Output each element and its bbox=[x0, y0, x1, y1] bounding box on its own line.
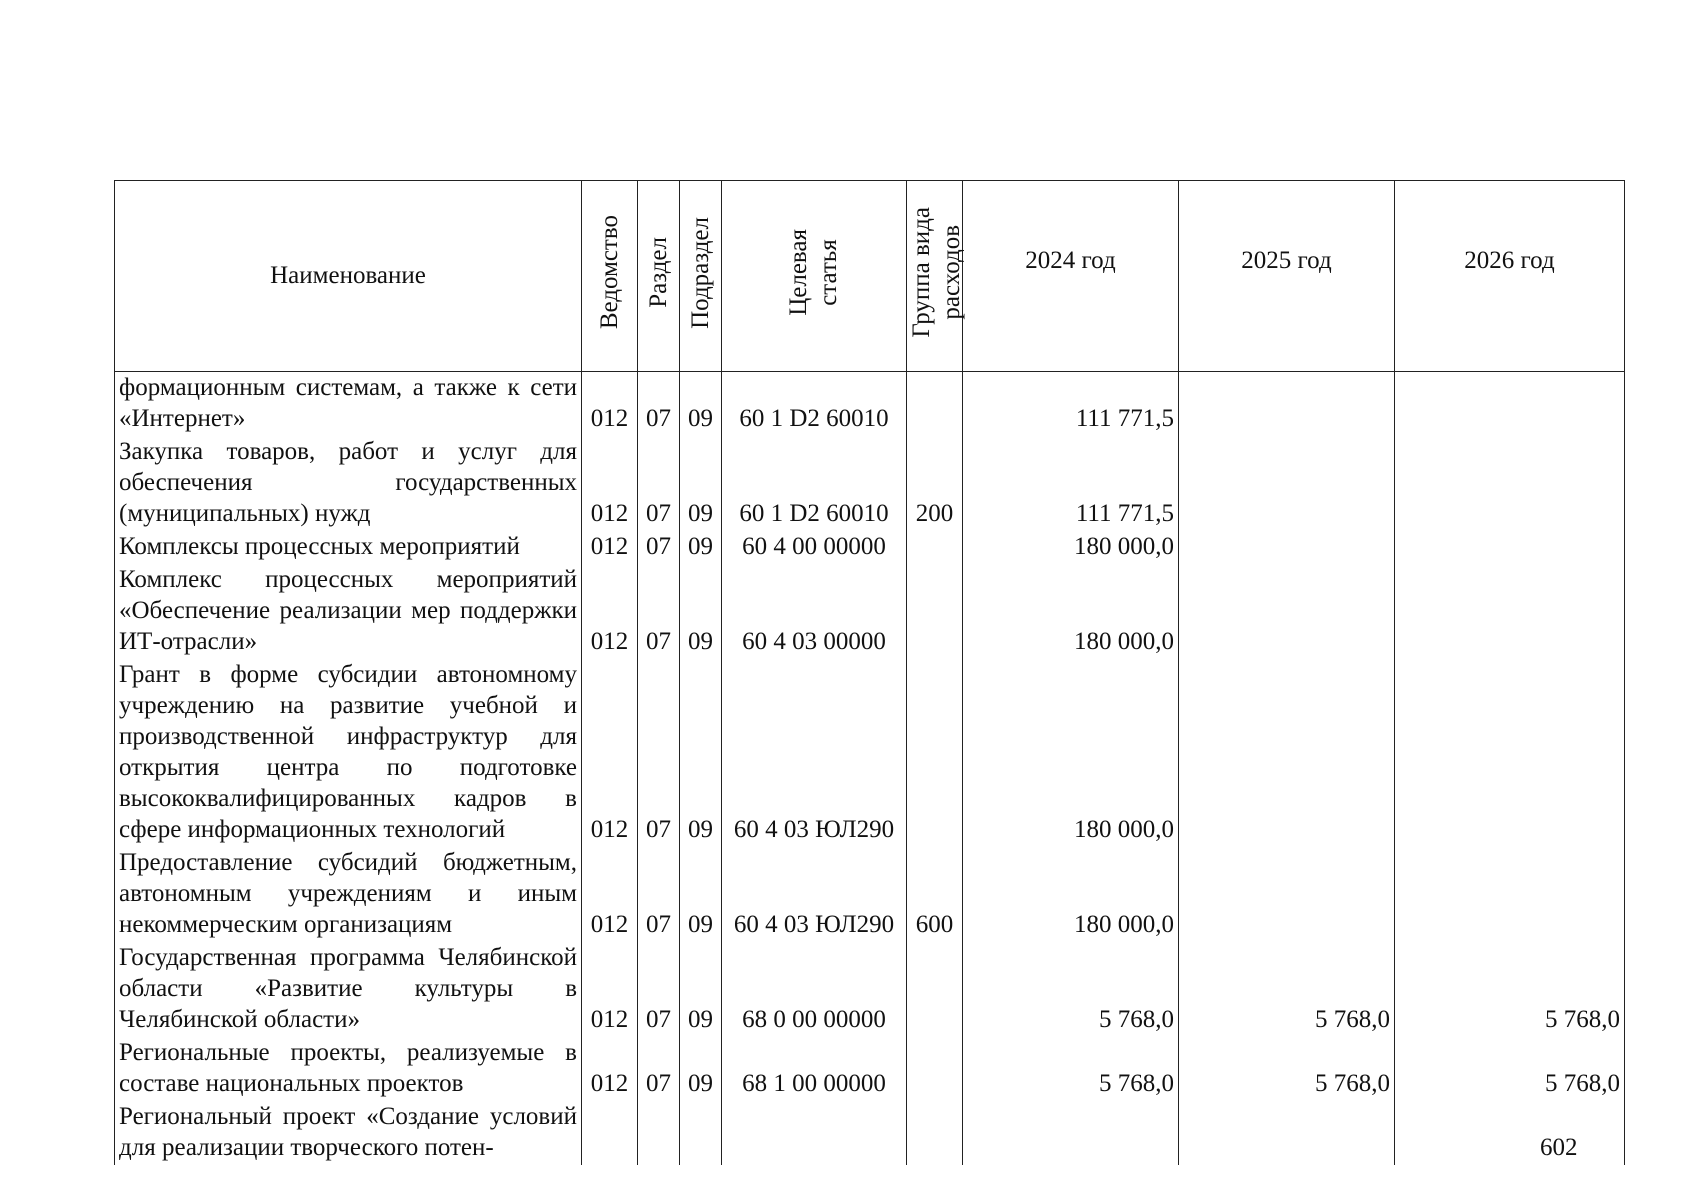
cell-name: Комплексы процессных мероприятий bbox=[115, 531, 582, 564]
header-year-2026: 2026 год bbox=[1395, 181, 1625, 372]
header-year-2024: 2024 год bbox=[963, 181, 1179, 372]
cell-subsection: 09 bbox=[680, 1037, 722, 1101]
table-row bbox=[115, 942, 1625, 1037]
cell-section: 07 bbox=[638, 847, 680, 942]
cell-2024: 111 771,5 bbox=[963, 372, 1179, 437]
cell-expense-group bbox=[907, 372, 963, 437]
cell-2024: 180 000,0 bbox=[963, 847, 1179, 942]
header-section: Раздел bbox=[638, 181, 680, 372]
cell-name: Грант в форме субсидии автономному учреждению на развитие учебной и производственной инфраструктур для открытия центра по подготовке высококвалифицированных кадров в сфере информационных технологий bbox=[115, 659, 582, 847]
cell-2024: 180 000,0 bbox=[963, 564, 1179, 659]
cell-2025: 5 768,0 bbox=[1179, 1037, 1395, 1101]
cell-department: 012 bbox=[582, 436, 638, 531]
cell-section: 07 bbox=[638, 659, 680, 847]
cell-section bbox=[638, 1101, 680, 1165]
cell-2024 bbox=[963, 1101, 1179, 1165]
cell-target: 60 4 03 ЮЛ290 bbox=[722, 659, 907, 847]
cell-2025 bbox=[1179, 372, 1395, 437]
cell-department: 012 bbox=[582, 372, 638, 437]
cell-2024: 180 000,0 bbox=[963, 531, 1179, 564]
cell-subsection: 09 bbox=[680, 436, 722, 531]
cell-2026 bbox=[1395, 531, 1625, 564]
cell-expense-group bbox=[907, 531, 963, 564]
cell-department: 012 bbox=[582, 1037, 638, 1101]
cell-expense-group: 200 bbox=[907, 436, 963, 531]
cell-subsection: 09 bbox=[680, 942, 722, 1037]
table-row bbox=[115, 1101, 1625, 1165]
cell-section: 07 bbox=[638, 436, 680, 531]
cell-2026 bbox=[1395, 564, 1625, 659]
cell-2025: 5 768,0 bbox=[1179, 942, 1395, 1037]
cell-section: 07 bbox=[638, 564, 680, 659]
cell-target: 60 1 D2 60010 bbox=[722, 372, 907, 437]
cell-target: 60 4 03 ЮЛ290 bbox=[722, 847, 907, 942]
cell-name: Комплекс процессных мероприятий «Обеспечение реализации мер поддержки ИТ-отрасли» bbox=[115, 564, 582, 659]
cell-department bbox=[582, 1101, 638, 1165]
cell-subsection: 09 bbox=[680, 564, 722, 659]
cell-name: формационным системам, а также к сети «Интернет» bbox=[115, 372, 582, 437]
table-row bbox=[115, 372, 1625, 437]
cell-expense-group bbox=[907, 564, 963, 659]
cell-2026 bbox=[1395, 372, 1625, 437]
cell-subsection: 09 bbox=[680, 531, 722, 564]
page-number: 602 bbox=[1540, 1134, 1578, 1161]
table-row bbox=[115, 659, 1625, 847]
table-row bbox=[115, 1037, 1625, 1101]
cell-2025 bbox=[1179, 564, 1395, 659]
cell-subsection: 09 bbox=[680, 372, 722, 437]
cell-target bbox=[722, 1101, 907, 1165]
cell-name: Региональные проекты, реализуемые в составе национальных проектов bbox=[115, 1037, 582, 1101]
cell-expense-group bbox=[907, 942, 963, 1037]
table-row bbox=[115, 531, 1625, 564]
cell-2024: 5 768,0 bbox=[963, 1037, 1179, 1101]
cell-target: 60 4 00 00000 bbox=[722, 531, 907, 564]
cell-2026 bbox=[1395, 659, 1625, 847]
header-name: Наименование bbox=[115, 181, 582, 372]
cell-name: Предоставление субсидий бюджетным, автономным учреждениям и иным некоммерческим организациям bbox=[115, 847, 582, 942]
cell-2024: 5 768,0 bbox=[963, 942, 1179, 1037]
cell-department: 012 bbox=[582, 942, 638, 1037]
cell-2024: 180 000,0 bbox=[963, 659, 1179, 847]
cell-2025 bbox=[1179, 659, 1395, 847]
cell-name: Государственная программа Челябинской области «Развитие культуры в Челябинской области» bbox=[115, 942, 582, 1037]
cell-name: Закупка товаров, работ и услуг для обеспечения государственных (муниципальных) нужд bbox=[115, 436, 582, 531]
header-subsection: Подраздел bbox=[680, 181, 722, 372]
cell-target: 60 1 D2 60010 bbox=[722, 436, 907, 531]
cell-name: Региональный проект «Создание условий для реализации творческого потен- bbox=[115, 1101, 582, 1165]
table-header-row bbox=[115, 181, 1625, 372]
cell-2026: 5 768,0 bbox=[1395, 1037, 1625, 1101]
table-row bbox=[115, 847, 1625, 942]
header-year-2025: 2025 год bbox=[1179, 181, 1395, 372]
cell-2026 bbox=[1395, 1101, 1625, 1165]
cell-target: 68 1 00 00000 bbox=[722, 1037, 907, 1101]
cell-expense-group: 600 bbox=[907, 847, 963, 942]
cell-2026: 5 768,0 bbox=[1395, 942, 1625, 1037]
cell-section: 07 bbox=[638, 942, 680, 1037]
cell-subsection: 09 bbox=[680, 659, 722, 847]
cell-section: 07 bbox=[638, 531, 680, 564]
cell-target: 68 0 00 00000 bbox=[722, 942, 907, 1037]
cell-2026 bbox=[1395, 436, 1625, 531]
cell-2026 bbox=[1395, 847, 1625, 942]
cell-department: 012 bbox=[582, 564, 638, 659]
header-expense-group: Группа вида расходов bbox=[907, 181, 963, 372]
cell-department: 012 bbox=[582, 847, 638, 942]
cell-2024: 111 771,5 bbox=[963, 436, 1179, 531]
cell-2025 bbox=[1179, 1101, 1395, 1165]
cell-department: 012 bbox=[582, 531, 638, 564]
budget-table bbox=[114, 180, 1625, 1165]
cell-2025 bbox=[1179, 531, 1395, 564]
cell-expense-group bbox=[907, 1101, 963, 1165]
cell-department: 012 bbox=[582, 659, 638, 847]
cell-section: 07 bbox=[638, 372, 680, 437]
cell-subsection: 09 bbox=[680, 847, 722, 942]
cell-subsection bbox=[680, 1101, 722, 1165]
table-row bbox=[115, 564, 1625, 659]
cell-2025 bbox=[1179, 436, 1395, 531]
cell-expense-group bbox=[907, 1037, 963, 1101]
cell-expense-group bbox=[907, 659, 963, 847]
cell-section: 07 bbox=[638, 1037, 680, 1101]
table-row bbox=[115, 436, 1625, 531]
cell-target: 60 4 03 00000 bbox=[722, 564, 907, 659]
header-target: Целевая статья bbox=[722, 181, 907, 372]
cell-2025 bbox=[1179, 847, 1395, 942]
header-department: Ведомство bbox=[582, 181, 638, 372]
